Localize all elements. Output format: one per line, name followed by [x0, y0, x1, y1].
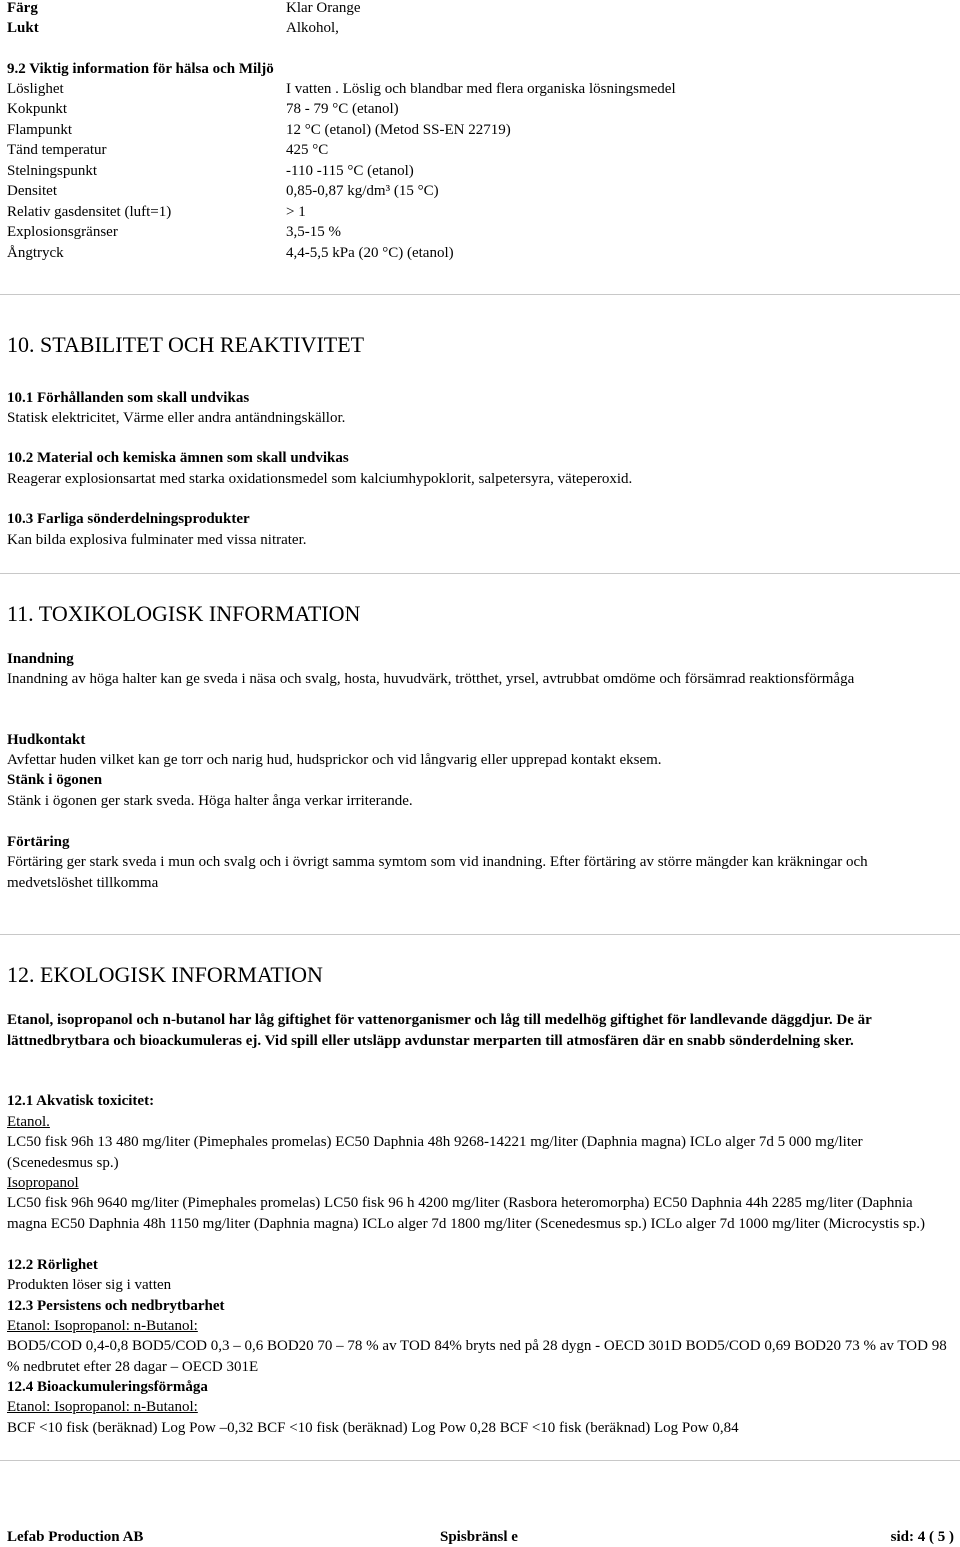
- section-divider: [0, 1460, 960, 1461]
- prop-value: > 1: [286, 204, 306, 220]
- prop-label-odor: Lukt: [7, 20, 39, 36]
- section-12-heading: 12. EKOLOGISK INFORMATION: [7, 962, 323, 987]
- prop-value: 0,85-0,87 kg/dm³ (15 °C): [286, 183, 439, 199]
- prop-label-color: Färg: [7, 0, 38, 16]
- prop-label: Löslighet: [7, 81, 64, 97]
- section-divider: [0, 294, 960, 295]
- ecology-intro: Etanol, isopropanol och n-butanol har låg giftighet för vattenorganismer och låg till medelhög giftighet för landlevande däggdjur. De är lättnedbrytbara och bioackumuleras ej. Vid spill eller utsläpp avdunstar merparten till atmosfären där en snabb sönderdelning sker.: [7, 1012, 872, 1049]
- fortaring-text: Förtäring ger stark sveda i mun och svalg och i övrigt samma symtom som vid inandning. Efter förtäring av större mängder kan kräkningar och medvetslöshet tillkomma: [7, 854, 868, 891]
- prop-value: I vatten . Löslig och blandbar med flera organiska lösningsmedel: [286, 81, 676, 97]
- subsection-12-2-title: 12.2 Rörlighet: [7, 1257, 98, 1273]
- inandning-title: Inandning: [7, 651, 74, 667]
- ogon-title: Stänk i ögonen: [7, 772, 103, 788]
- prop-label: Densitet: [7, 183, 57, 199]
- subsection-10-3-title: 10.3 Farliga sönderdelningsprodukter: [7, 511, 250, 527]
- footer-product: Spisbränsl e: [440, 1529, 518, 1545]
- isopropanol-text: LC50 fisk 96h 9640 mg/liter (Pimephales promelas) LC50 fisk 96 h 4200 mg/liter (Rasbora heteromorpha) EC50 Daphnia 44h 2285 mg/liter (Daphnia magna EC50 Daphnia 48h 1150 mg/liter (Daphnia magna) ICLo alger 7d 1800 mg/liter (Scenedesmus sp.) ICLo alger 7d 1000 mg/liter (Microcystis sp.): [7, 1195, 925, 1232]
- fortaring-title: Förtäring: [7, 834, 70, 850]
- prop-value: 12 °C (etanol) (Metod SS-EN 22719): [286, 122, 511, 138]
- prop-label: Stelningspunkt: [7, 163, 98, 179]
- isopropanol-label: Isopropanol: [7, 1175, 79, 1191]
- subsection-10-2-title: 10.2 Material och kemiska ämnen som skall undvikas: [7, 450, 349, 466]
- inandning-text: Inandning av höga halter kan ge sveda i näsa och svalg, hosta, huvudvärk, trötthet, yrsel, avtrubbat omdöme och försämrad reaktionsförmåga: [7, 671, 855, 687]
- subsection-12-1-title: 12.1 Akvatisk toxicitet:: [7, 1093, 155, 1109]
- section-divider: [0, 934, 960, 935]
- etanol-text: LC50 fisk 96h 13 480 mg/liter (Pimephales promelas) EC50 Daphnia 48h 9268-14221 mg/liter (Daphnia magna) ICLo alger 7d 5 000 mg/liter (Scenedesmus sp.): [7, 1134, 863, 1171]
- prop-label: Flampunkt: [7, 122, 73, 138]
- subsection-12-3-text: BOD5/COD 0,4-0,8 BOD5/COD 0,3 – 0,6 BOD20 70 – 78 % av TOD 84% bryts ned på 28 dygn - OECD 301D BOD5/COD 0,69 BOD20 73 % av TOD 98 % nedbrutet efter 28 dagar – OECD 301E: [7, 1338, 947, 1375]
- subsection-12-4-text: BCF <10 fisk (beräknad) Log Pow –0,32 BCF <10 fisk (beräknad) Log Pow 0,28 BCF <10 fisk (beräknad) Log Pow 0,84: [7, 1420, 739, 1436]
- prop-label: Kokpunkt: [7, 101, 67, 117]
- subsection-12-4-title: 12.4 Bioackumuleringsförmåga: [7, 1379, 208, 1395]
- hudkontakt-title: Hudkontakt: [7, 732, 86, 748]
- prop-value: 4,4-5,5 kPa (20 °C) (etanol): [286, 245, 454, 261]
- subsection-12-3-title: 12.3 Persistens och nedbrytbarhet: [7, 1298, 225, 1314]
- subsection-10-2-text: Reagerar explosionsartat med starka oxidationsmedel som kalciumhypoklorit, salpetersyra, väteperoxid.: [7, 471, 633, 487]
- prop-value-color: Klar Orange: [286, 0, 361, 16]
- prop-value: 425 °C: [286, 142, 329, 158]
- etanol-label: Etanol.: [7, 1114, 50, 1130]
- section-11-heading: 11. TOXIKOLOGISK INFORMATION: [7, 601, 361, 626]
- prop-value-odor: Alkohol,: [286, 20, 339, 36]
- section-9-2-heading: 9.2 Viktig information för hälsa och Miljö: [7, 61, 274, 77]
- prop-value: 3,5-15 %: [286, 224, 341, 240]
- prop-label: Tänd temperatur: [7, 142, 107, 158]
- prop-label: Ångtryck: [7, 245, 64, 261]
- ogon-text: Stänk i ögonen ger stark sveda. Höga halter ånga verkar irriterande.: [7, 793, 413, 809]
- hudkontakt-text: Avfettar huden vilket kan ge torr och narig hud, hudsprickor och vid långvarig eller upprepad kontakt eksem.: [7, 752, 662, 768]
- prop-label: Explosionsgränser: [7, 224, 118, 240]
- prop-value: -110 -115 °C (etanol): [286, 163, 414, 179]
- subsection-10-1-title: 10.1 Förhållanden som skall undvikas: [7, 390, 250, 406]
- footer-page-number: sid: 4 ( 5 ): [890, 1529, 954, 1545]
- footer-company: Lefab Production AB: [7, 1529, 144, 1545]
- section-divider: [0, 573, 960, 574]
- subsection-10-1-text: Statisk elektricitet, Värme eller andra antändningskällor.: [7, 410, 346, 426]
- prop-label: Relativ gasdensitet (luft=1): [7, 204, 172, 220]
- subsection-12-4-label: Etanol: Isopropanol: n-Butanol:: [7, 1399, 198, 1415]
- subsection-12-2-text: Produkten löser sig i vatten: [7, 1277, 172, 1293]
- section-10-heading: 10. STABILITET OCH REAKTIVITET: [7, 332, 365, 357]
- subsection-10-3-text: Kan bilda explosiva fulminater med vissa nitrater.: [7, 532, 307, 548]
- subsection-12-3-label: Etanol: Isopropanol: n-Butanol:: [7, 1318, 198, 1334]
- prop-value: 78 - 79 °C (etanol): [286, 101, 399, 117]
